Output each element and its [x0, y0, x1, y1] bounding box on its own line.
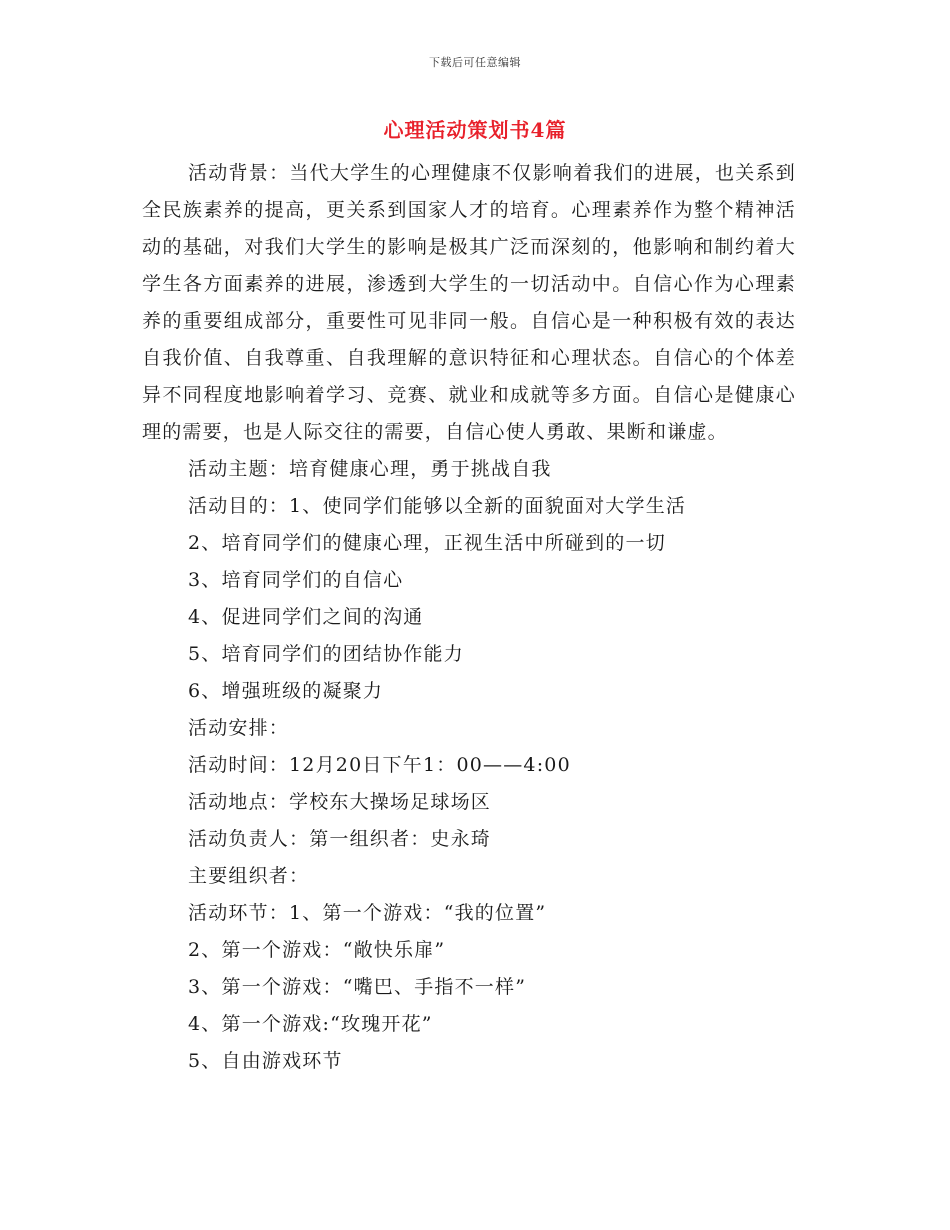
line-step-2: 2、第一个游戏：“敞快乐扉”: [188, 939, 446, 961]
document-body: [142, 155, 796, 1080]
header-note: 下载后可任意编辑: [429, 56, 521, 69]
line-purpose-3: 3、培育同学们的自信心: [188, 569, 404, 591]
document-title: 心理活动策划书4篇: [383, 118, 567, 142]
line-time: 活动时间：12月20日下午1：00——4:00: [188, 754, 571, 776]
line-theme: 活动主题：培育健康心理，勇于挑战自我: [188, 458, 552, 480]
line-person-in-charge: 活动负责人：第一组织者：史永琦: [188, 828, 492, 850]
line-purpose-5: 5、培育同学们的团结协作能力: [188, 643, 464, 665]
line-main-organizers: 主要组织者：: [188, 865, 310, 887]
line-purpose-6: 6、增强班级的凝聚力: [188, 680, 384, 702]
line-location: 活动地点：学校东大操场足球场区: [188, 791, 492, 813]
line-activity-steps: 活动环节：1、第一个游戏：“我的位置”: [188, 902, 547, 924]
line-step-3: 3、第一个游戏：“嘴巴、手指不一样”: [188, 976, 527, 998]
line-step-5: 5、自由游戏环节: [188, 1050, 343, 1072]
line-purpose-4: 4、促进同学们之间的沟通: [188, 606, 424, 628]
line-purpose: 活动目的：1、使同学们能够以全新的面貌面对大学生活: [188, 495, 687, 517]
background-paragraph: 活动背景：当代大学生的心理健康不仅影响着我们的进展，也关系到全民族素养的提高，更关系到国家人才的培育。心理素养作为整个精神活动的基础，对我们大学生的影响是极其广泛而深刻的，他影响和制约着大学生各方面素养的进展，渗透到大学生的一切活动中。自信心作为心理素养的重要组成部分，重要性可见非同一般。自信心是一种积极有效的表达自我价值、自我尊重、自我理解的意识特征和心理状态。自信心的个体差异不同程度地影响着学习、竞赛、就业和成就等多方面。自信心是健康心理的需要，也是人际交往的需要，自信心使人勇敢、果断和谦虚。: [142, 162, 796, 443]
line-step-4: 4、第一个游戏:“玫瑰开花”: [188, 1013, 433, 1035]
line-purpose-2: 2、培育同学们的健康心理，正视生活中所碰到的一切: [188, 532, 666, 554]
line-arrangement: 活动安排：: [188, 717, 290, 739]
